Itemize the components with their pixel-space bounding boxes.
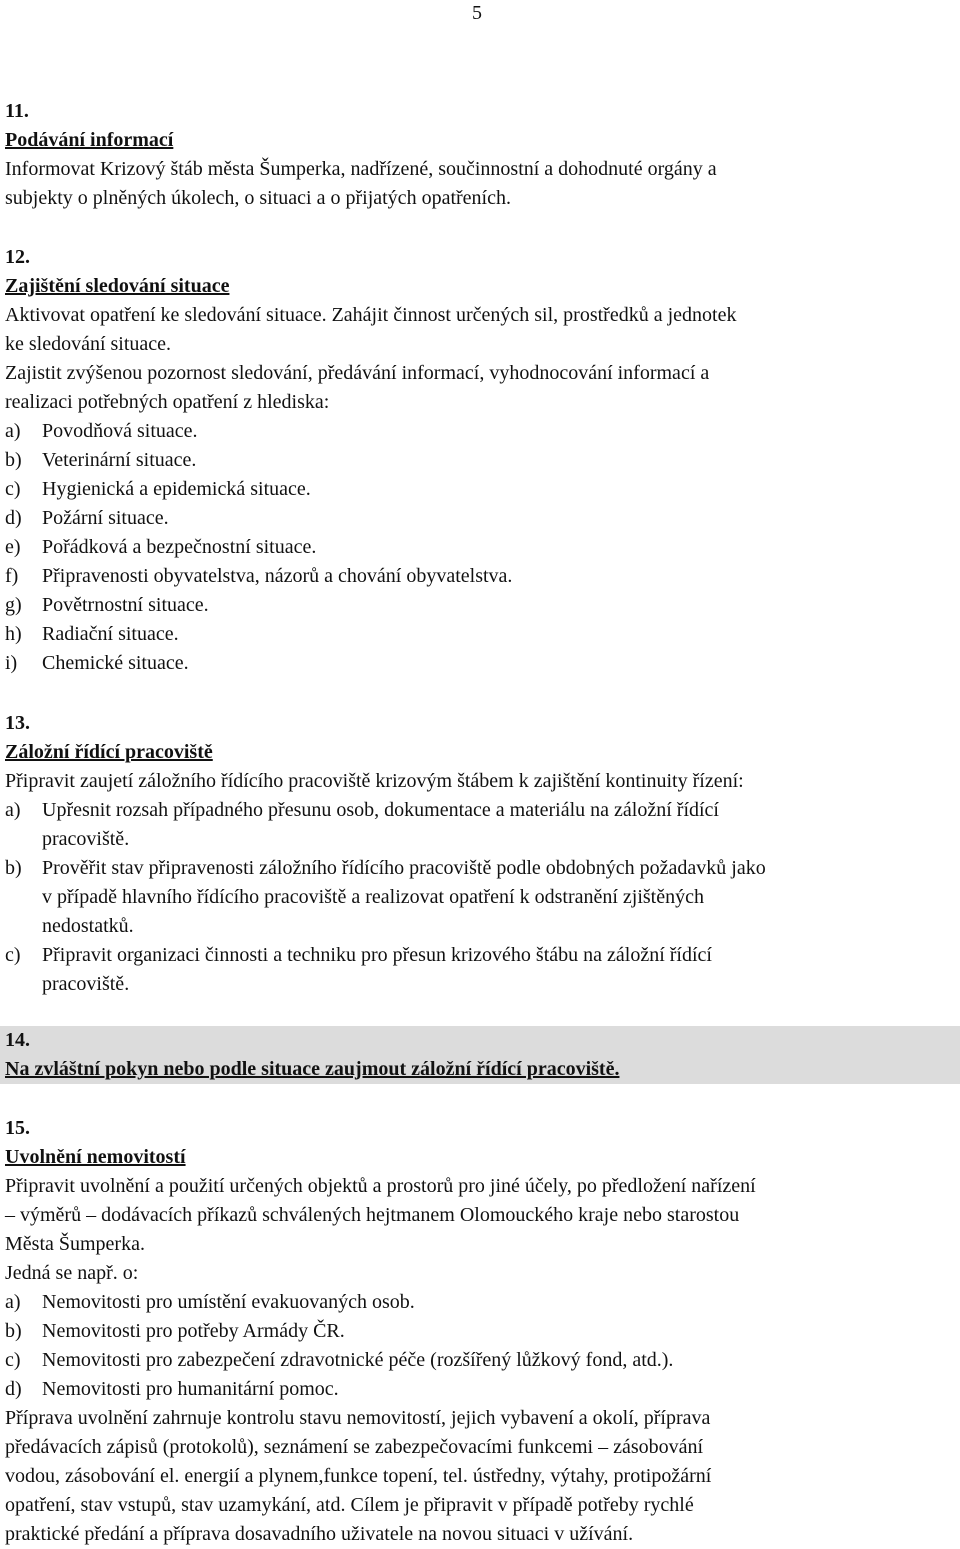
list-text: Nemovitosti pro umístění evakuovaných osob. [42, 1291, 415, 1313]
list-label: i) [5, 652, 18, 674]
list-text: nedostatků. [42, 915, 134, 937]
list-text: Připravit organizaci činnosti a techniku pro přesun krizového štábu na záložní řídící [42, 944, 712, 966]
list-text: pracoviště. [42, 973, 130, 995]
list-text: Radiační situace. [42, 623, 179, 645]
list-text: Požární situace. [42, 507, 169, 529]
paragraph-line: Informovat Krizový štáb města Šumperka, nadřízené, součinnostní a dohodnuté orgány a [5, 158, 717, 180]
list-item [5, 1288, 955, 1317]
paragraph-line: realizaci potřebných opatření z hlediska: [5, 391, 330, 413]
list-text: pracoviště. [42, 828, 130, 850]
list-item [5, 796, 955, 854]
list-text: Nemovitosti pro humanitární pomoc. [42, 1378, 339, 1400]
list-item [5, 591, 955, 620]
list-text: Nemovitosti pro potřeby Armády ČR. [42, 1320, 345, 1342]
list-label: c) [5, 1349, 21, 1371]
section-15 [5, 1114, 955, 1549]
paragraph-line: předávacích zápisů (protokolů), seznámení se zabezpečovacími funkcemi – zásobování [5, 1436, 704, 1458]
paragraph-line: ke sledování situace. [5, 333, 172, 355]
list-text: Povětrnostní situace. [42, 594, 209, 616]
paragraph-line: vodou, zásobování el. energií a plynem,funkce topení, tel. ústředny, výtahy, protipožární [5, 1465, 712, 1487]
list-item [5, 941, 955, 999]
list-label: d) [5, 1378, 22, 1400]
list-text: Upřesnit rozsah případného přesunu osob, dokumentace a materiálu na záložní řídící [42, 799, 719, 821]
section-heading: Na zvláštní pokyn nebo podle situace zaujmout záložní řídící pracoviště. [5, 1058, 620, 1080]
list-text: Prověřit stav připravenosti záložního řídícího pracoviště podle obdobných požadavků jako [42, 857, 766, 879]
paragraph-line: Zajistit zvýšenou pozornost sledování, předávání informací, vyhodnocování informací a [5, 362, 710, 384]
list-label: g) [5, 594, 22, 616]
list-item [5, 446, 955, 475]
list-item [5, 1317, 955, 1346]
paragraph-line: Připravit zaujetí záložního řídícího pracoviště krizovým štábem k zajištění kontinuity řízení: [5, 770, 744, 792]
paragraph-line: opatření, stav vstupů, stav uzamykání, atd. Cílem je připravit v případě potřeby rychlé [5, 1494, 694, 1516]
list-text: Nemovitosti pro zabezpečení zdravotnické péče (rozšířený lůžkový fond, atd.). [42, 1349, 674, 1371]
paragraph-line: Aktivovat opatření ke sledování situace. Zahájit činnost určených sil, prostředků a jednotek [5, 304, 737, 326]
list-label: a) [5, 420, 21, 442]
list-label: e) [5, 536, 21, 558]
list-item [5, 562, 955, 591]
list-item [5, 533, 955, 562]
paragraph-line: Jedná se např. o: [5, 1262, 139, 1284]
paragraph-line: Připravit uvolnění a použití určených objektů a prostorů pro jiné účely, po předložení nařízení [5, 1175, 756, 1197]
paragraph-line: praktické předání a příprava dosavadního uživatele na novou situaci v užívání. [5, 1523, 634, 1545]
section-number: 12. [5, 246, 30, 268]
list-item [5, 1375, 955, 1404]
section-12 [5, 243, 955, 678]
page-number: 5 [472, 2, 482, 24]
list-item [5, 417, 955, 446]
list-text: Povodňová situace. [42, 420, 198, 442]
section-number: 11. [5, 100, 29, 122]
paragraph-line: Příprava uvolnění zahrnuje kontrolu stavu nemovitostí, jejich vybavení a okolí, příprava [5, 1407, 711, 1429]
list-label: a) [5, 1291, 21, 1313]
list-text: Hygienická a epidemická situace. [42, 478, 311, 500]
list-label: a) [5, 799, 21, 821]
list-item [5, 504, 955, 533]
list-label: b) [5, 857, 22, 879]
section-number: 13. [5, 712, 30, 734]
list-label: c) [5, 944, 21, 966]
paragraph-line: Města Šumperka. [5, 1233, 145, 1255]
list-text: Chemické situace. [42, 652, 189, 674]
list-label: b) [5, 449, 22, 471]
section-number: 15. [5, 1117, 30, 1139]
list-label: c) [5, 478, 21, 500]
paragraph-line: – výměrů – dodávacích příkazů schválených hejtmanem Olomouckého kraje nebo starostou [5, 1204, 740, 1226]
section-11 [5, 97, 955, 213]
list-label: h) [5, 623, 22, 645]
section-number: 14. [5, 1029, 30, 1051]
list-text: Připravenosti obyvatelstva, názorů a chování obyvatelstva. [42, 565, 513, 587]
list-text: v případě hlavního řídícího pracoviště a realizovat opatření k odstranění zjištěných [42, 886, 704, 908]
list-label: b) [5, 1320, 22, 1342]
section-heading: Uvolnění nemovitostí [5, 1146, 186, 1168]
list-text: Pořádková a bezpečnostní situace. [42, 536, 317, 558]
list-item [5, 649, 955, 678]
list-item [5, 1346, 955, 1375]
list-label: d) [5, 507, 22, 529]
section-14 [0, 1026, 960, 1084]
list-text: Veterinární situace. [42, 449, 197, 471]
section-13 [5, 709, 955, 999]
section-heading: Zajištění sledování situace [5, 275, 230, 297]
section-heading: Podávání informací [5, 129, 174, 151]
list-item [5, 620, 955, 649]
section-heading: Záložní řídící pracoviště [5, 741, 213, 763]
paragraph-line: subjekty o plněných úkolech, o situaci a o přijatých opatřeních. [5, 187, 511, 209]
list-label: f) [5, 565, 19, 587]
list-item [5, 475, 955, 504]
list-item [5, 854, 955, 941]
